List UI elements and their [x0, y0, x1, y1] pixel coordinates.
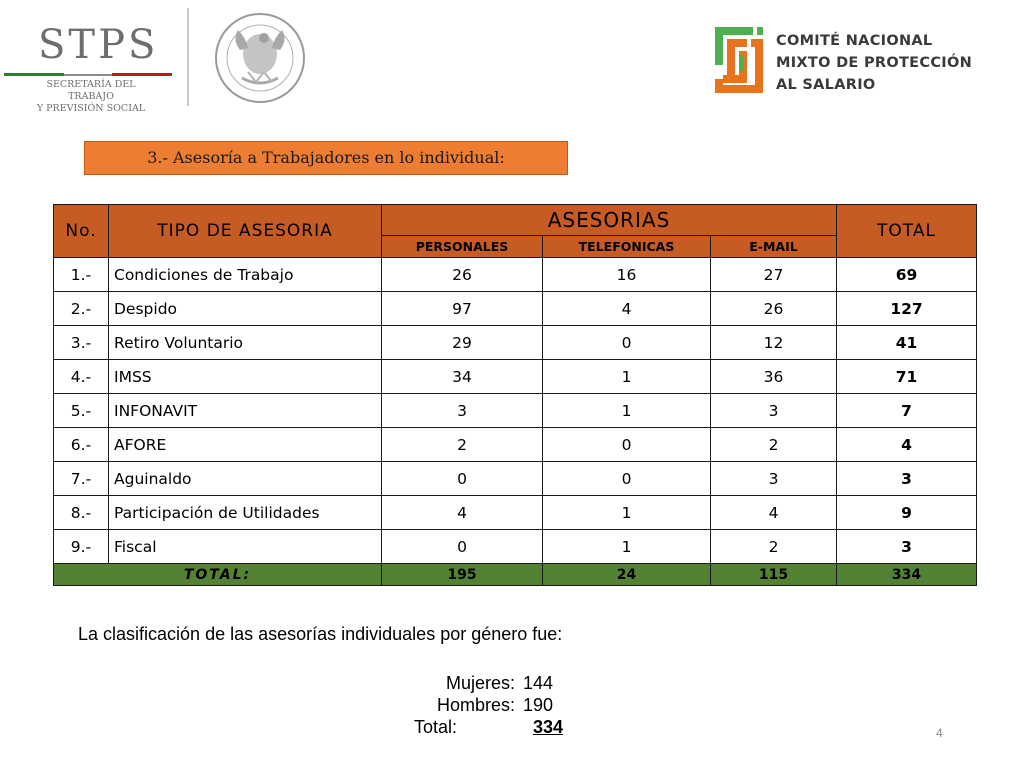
gender-row-hombres [410, 694, 593, 716]
table-total-row [54, 564, 977, 586]
total-personales: 195 [382, 564, 543, 586]
table-row [54, 462, 977, 496]
cell-no: 3.- [54, 326, 109, 360]
cell-tipo: Fiscal [109, 530, 382, 564]
header-no: No. [54, 205, 109, 258]
hombres-label: Hombres: [436, 695, 515, 715]
cell-total: 4 [837, 428, 977, 462]
cell-tipo: Condiciones de Trabajo [109, 258, 382, 292]
cell-no: 2.- [54, 292, 109, 326]
cell-total: 3 [837, 462, 977, 496]
hombres-value: 190 [523, 695, 554, 715]
total-total: 334 [837, 564, 977, 586]
cell-no: 6.- [54, 428, 109, 462]
stps-logo-rule-green [4, 73, 64, 76]
cell-total: 69 [837, 258, 977, 292]
cell-total: 71 [837, 360, 977, 394]
page-number: 4 [936, 726, 943, 740]
stps-logo-word: STPS [38, 22, 159, 68]
cell-email: 36 [711, 360, 837, 394]
cell-tipo: Participación de Utilidades [109, 496, 382, 530]
cell-personales: 26 [382, 258, 543, 292]
header-email: E-MAIL [711, 236, 837, 258]
mujeres-label: Mujeres: [445, 673, 515, 693]
total-telefonicas: 24 [543, 564, 711, 586]
table-row [54, 258, 977, 292]
cell-telefonicas: 16 [543, 258, 711, 292]
cell-total: 7 [837, 394, 977, 428]
gender-summary [410, 672, 593, 738]
cell-no: 5.- [54, 394, 109, 428]
total-gender-label: Total: [414, 717, 458, 737]
cell-personales: 97 [382, 292, 543, 326]
cell-telefonicas: 4 [543, 292, 711, 326]
table-row [54, 428, 977, 462]
total-email: 115 [711, 564, 837, 586]
table-row [54, 360, 977, 394]
cell-no: 1.- [54, 258, 109, 292]
gender-row-total [410, 716, 593, 738]
cell-tipo: INFONAVIT [109, 394, 382, 428]
cell-tipo: IMSS [109, 360, 382, 394]
cell-email: 4 [711, 496, 837, 530]
cnm-line-3: AL SALARIO [776, 77, 876, 93]
cell-email: 12 [711, 326, 837, 360]
cell-telefonicas: 1 [543, 530, 711, 564]
cell-personales: 0 [382, 462, 543, 496]
table-row [54, 326, 977, 360]
stps-logo-subtitle-line1: SECRETARÍA DEL TRABAJO [46, 79, 136, 102]
cell-total: 9 [837, 496, 977, 530]
cell-no: 4.- [54, 360, 109, 394]
header-asesorias: ASESORIAS [382, 205, 837, 236]
cell-personales: 4 [382, 496, 543, 530]
cell-total: 127 [837, 292, 977, 326]
gender-row-mujeres [410, 672, 593, 694]
cell-personales: 34 [382, 360, 543, 394]
cell-email: 26 [711, 292, 837, 326]
header-personales: PERSONALES [382, 236, 543, 258]
table-row [54, 496, 977, 530]
cell-total: 3 [837, 530, 977, 564]
cell-telefonicas: 0 [543, 428, 711, 462]
cell-telefonicas: 1 [543, 496, 711, 530]
cell-no: 9.- [54, 530, 109, 564]
asesorias-table-wrap [53, 204, 976, 586]
header-tipo: TIPO DE ASESORIA [109, 205, 382, 258]
cell-tipo: AFORE [109, 428, 382, 462]
asesorias-table [53, 204, 977, 586]
cell-personales: 2 [382, 428, 543, 462]
cnm-logo-text [776, 30, 972, 96]
cell-tipo: Despido [109, 292, 382, 326]
mujeres-value: 144 [523, 673, 554, 693]
cell-personales: 3 [382, 394, 543, 428]
total-label: TOTAL: [54, 564, 382, 586]
header-divider [187, 8, 189, 106]
gender-classification-intro: La clasificación de las asesorías individuales por género fue: [78, 624, 563, 644]
cnm-line-2: MIXTO DE PROTECCIÓN [776, 55, 973, 71]
cell-tipo: Aguinaldo [109, 462, 382, 496]
cell-email: 27 [711, 258, 837, 292]
cell-email: 2 [711, 530, 837, 564]
cell-no: 7.- [54, 462, 109, 496]
stps-logo-subtitle [26, 79, 156, 115]
stps-logo-subtitle-line2: Y PREVISIÓN SOCIAL [36, 103, 146, 114]
cell-email: 3 [711, 394, 837, 428]
total-gender-value: 334 [533, 717, 564, 737]
cell-telefonicas: 0 [543, 462, 711, 496]
cell-personales: 0 [382, 530, 543, 564]
cell-tipo: Retiro Voluntario [109, 326, 382, 360]
table-row [54, 292, 977, 326]
mexican-seal-icon [212, 10, 308, 106]
cell-telefonicas: 0 [543, 326, 711, 360]
header-telefonicas: TELEFONICAS [543, 236, 711, 258]
cell-telefonicas: 1 [543, 360, 711, 394]
table-row [54, 530, 977, 564]
cnm-logo-icon [713, 25, 765, 95]
cnm-line-1: COMITÉ NACIONAL [776, 33, 933, 49]
cell-telefonicas: 1 [543, 394, 711, 428]
table-row [54, 394, 977, 428]
stps-logo [4, 22, 172, 114]
cell-total: 41 [837, 326, 977, 360]
cell-email: 2 [711, 428, 837, 462]
cell-no: 8.- [54, 496, 109, 530]
stps-logo-rule-red [112, 73, 172, 76]
header-total: TOTAL [837, 205, 977, 258]
cell-email: 3 [711, 462, 837, 496]
section-title: 3.- Asesoría a Trabajadores en lo individual: [84, 141, 568, 175]
cell-personales: 29 [382, 326, 543, 360]
